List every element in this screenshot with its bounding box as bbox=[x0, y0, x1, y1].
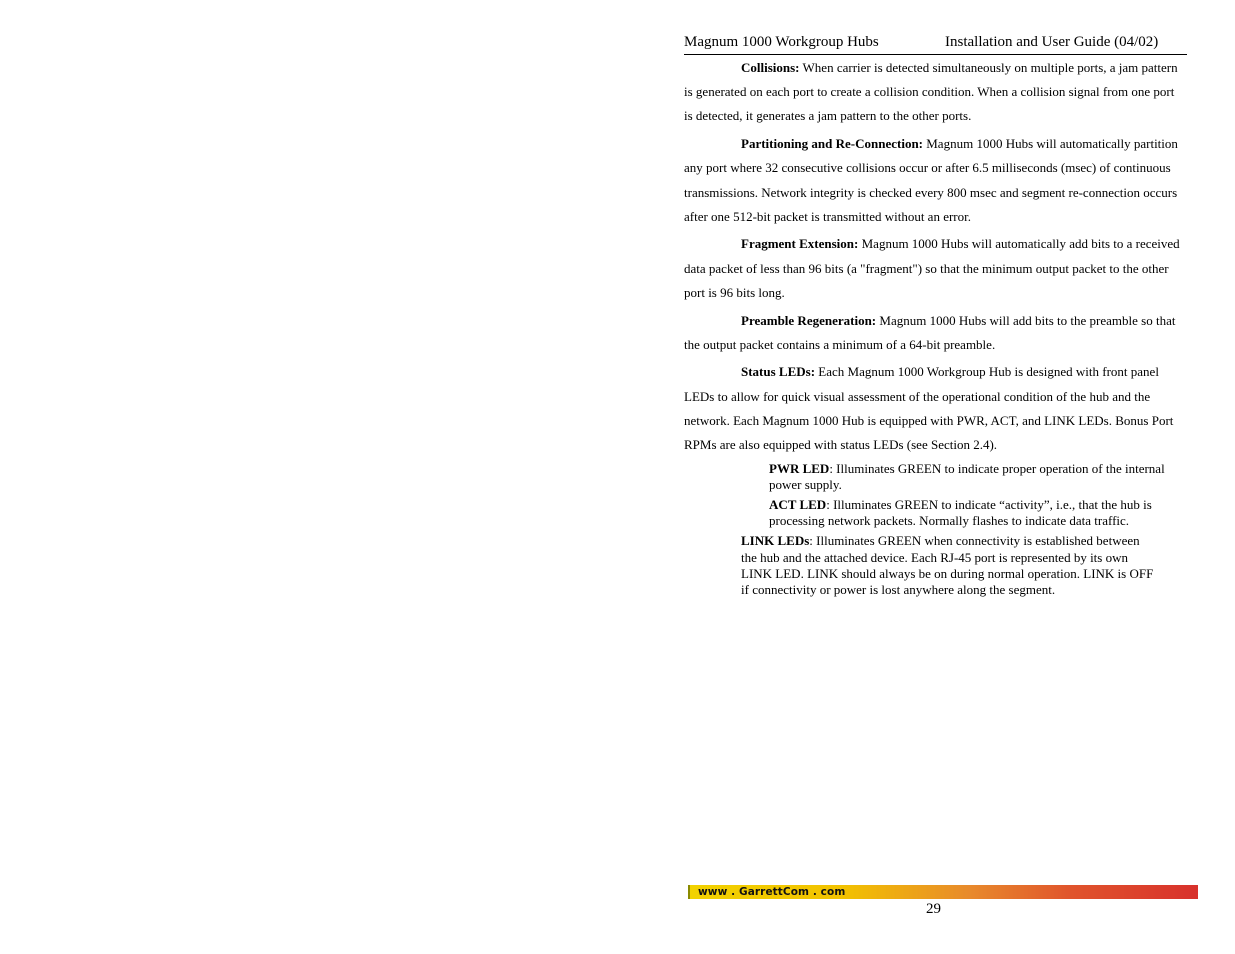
term-fragment-extension: Fragment Extension: bbox=[741, 236, 859, 252]
paragraph-collisions bbox=[684, 56, 1184, 129]
text-pwr-led: : Illuminates GREEN to indicate proper operation of the internal power supply. bbox=[769, 460, 1165, 493]
led-act-description bbox=[769, 497, 1184, 530]
term-link-leds: LINK LEDs bbox=[741, 533, 810, 549]
text-preamble: Magnum 1000 Hubs will add bits to the preamble so that the output packet contains a minimum of a 64-bit preamble. bbox=[684, 312, 1176, 352]
document-page bbox=[683, 0, 1188, 954]
text-partitioning: Magnum 1000 Hubs will automatically partition any port where 32 consecutive collisions occur or after 6.5 milliseconds (msec) of continuous transmissions. Network integrity is checked every 800 msec and segment re-connection occurs after one 512-bit packet is transmitted without an error. bbox=[684, 136, 1178, 224]
paragraph-partitioning bbox=[684, 132, 1184, 229]
page-header bbox=[684, 34, 1187, 55]
paragraph-preamble bbox=[684, 309, 1184, 357]
footer-url: www . GarrettCom . com bbox=[698, 886, 846, 898]
term-status-leds: Status LEDs: bbox=[741, 364, 816, 380]
led-pwr-description bbox=[769, 461, 1184, 494]
text-fragment-extension: Magnum 1000 Hubs will automatically add bits to a received data packet of less than 96 bits (a "fragment") so that the minimum output packet to the other port is 96 bits long. bbox=[684, 236, 1180, 300]
header-guide-title: Installation and User Guide (04/02) bbox=[945, 34, 1159, 50]
paragraph-status-leds bbox=[684, 360, 1184, 457]
text-collisions: When carrier is detected simultaneously on multiple ports, a jam pattern is generated on each port to create a collision condition. When a collision signal from one port is detected, it generates a jam pattern to the other ports. bbox=[684, 60, 1178, 124]
page-number: 29 bbox=[926, 901, 941, 917]
term-pwr-led: PWR LED bbox=[769, 460, 830, 476]
term-preamble: Preamble Regeneration: bbox=[741, 312, 877, 328]
term-collisions: Collisions: bbox=[741, 60, 800, 75]
paragraph-fragment-extension bbox=[684, 232, 1184, 305]
term-partitioning: Partitioning and Re-Connection: bbox=[741, 136, 923, 152]
led-link-description bbox=[741, 533, 1156, 598]
page-body bbox=[684, 56, 1184, 599]
term-act-led: ACT LED bbox=[769, 496, 827, 512]
text-link-leds: : Illuminates GREEN when connectivity is established between the hub and the attached device. Each RJ-45 port is represented by its own LINK LED. LINK should always be on during normal operation. LINK is OFF if connectivity or power is lost anywhere along the segment. bbox=[741, 533, 1154, 598]
footer-brand-bar bbox=[688, 885, 1198, 899]
text-act-led: : Illuminates GREEN to indicate “activity”, i.e., that the hub is processing network packets. Normally flashes to indicate data traffic. bbox=[769, 496, 1152, 529]
header-title: Magnum 1000 Workgroup Hubs bbox=[684, 34, 879, 50]
text-status-leds: Each Magnum 1000 Workgroup Hub is designed with front panel LEDs to allow for quick visual assessment of the operational condition of the hub and the network. Each Magnum 1000 Hub is equipped with PWR, ACT, and LINK LEDs. Bonus Port RPMs are also equipped with status LEDs (see Section 2.4). bbox=[684, 364, 1174, 453]
